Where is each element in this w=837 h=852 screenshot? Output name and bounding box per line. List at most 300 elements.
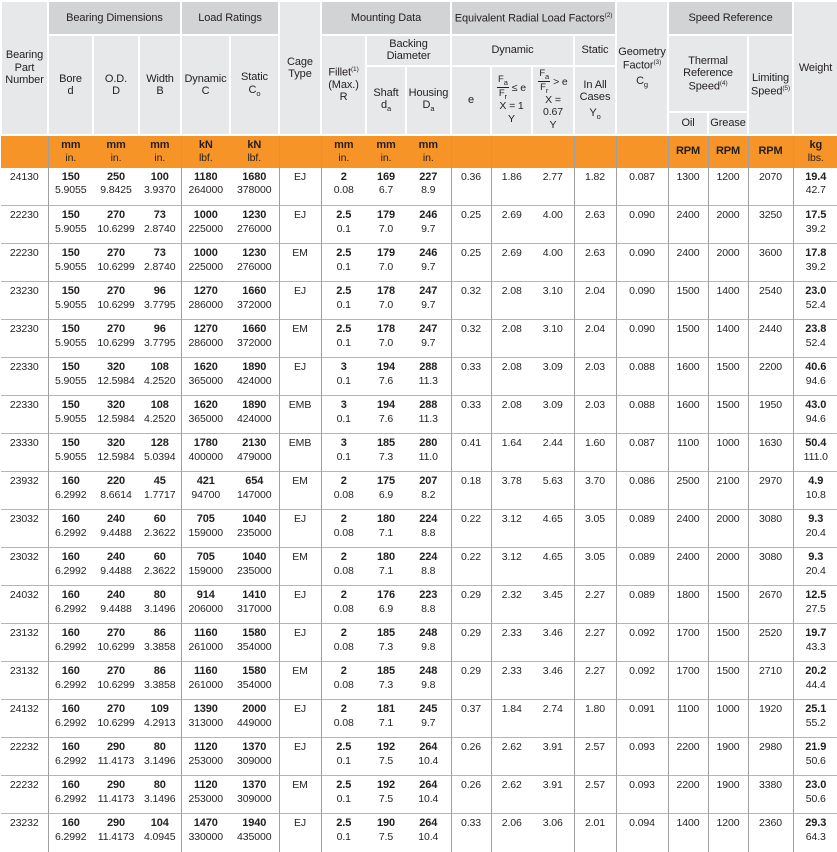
- cell-fillet: 3 0.1: [321, 358, 366, 396]
- cell-oil-speed: 2400: [668, 510, 708, 548]
- cell-oil-speed: 1300: [668, 168, 708, 206]
- cell-fillet: 2 0.08: [321, 662, 366, 700]
- cell-part-number: 23032: [1, 548, 48, 586]
- cell-grease-speed: 1500: [708, 624, 748, 662]
- table-body: [1, 168, 837, 852]
- cell-e-factor: 0.33: [451, 358, 491, 396]
- cell-width: 86 3.3858: [139, 624, 181, 662]
- cell-limiting-speed: 2520: [748, 624, 793, 662]
- cell-y-factor-gt: 4.65: [532, 510, 574, 548]
- cell-part-number: 22232: [1, 776, 48, 814]
- cell-y-factor-le: 1.86: [491, 168, 532, 206]
- cell-static-rating: 2130 479000: [230, 434, 279, 472]
- cell-geometry-factor: 0.089: [616, 586, 668, 624]
- cell-y0-factor: 3.70: [574, 472, 616, 510]
- col-header-cage-type: [279, 1, 321, 135]
- cell-od: 290 11.4173: [93, 814, 139, 852]
- cell-e-factor: 0.41: [451, 434, 491, 472]
- cell-fillet: 2 0.08: [321, 700, 366, 738]
- cell-y0-factor: 2.27: [574, 586, 616, 624]
- cell-grease-speed: 1200: [708, 168, 748, 206]
- units-od: mm in.: [93, 135, 139, 168]
- cell-shaft-backing: 169 6.7: [376, 170, 396, 197]
- cell-geometry-factor: 0.089: [616, 510, 668, 548]
- cell-od: 270 10.6299: [93, 320, 139, 358]
- cage-label-line1: Cage: [287, 55, 313, 68]
- cell-e-factor: 0.37: [451, 700, 491, 738]
- units-bore: mm in.: [48, 135, 93, 168]
- cell-weight: 4.9 10.8: [793, 472, 837, 510]
- cell-dynamic-rating: 421 94700: [181, 472, 230, 510]
- col-header-shaft-backing: Shaft $d_a$: [366, 66, 406, 135]
- cell-y-factor-gt: 4.00: [532, 244, 574, 282]
- col-header-limiting-speed: Limiting Speed$^{(5)}$: [748, 35, 793, 135]
- cell-width: 60 2.3622: [139, 510, 181, 548]
- cell-weight: 29.3 64.3: [793, 814, 837, 852]
- cell-bore: 160 6.2992: [48, 738, 93, 776]
- cell-od: 290 11.4173: [93, 776, 139, 814]
- table-header: [1, 1, 837, 168]
- table-row: [1, 662, 837, 700]
- cell-fillet: 2.5 0.1: [321, 776, 366, 814]
- cell-grease-speed: 2000: [708, 548, 748, 586]
- cell-od: 270 10.6299: [93, 662, 139, 700]
- table-row: [1, 358, 837, 396]
- cell-oil-speed: 1500: [668, 282, 708, 320]
- cell-oil-speed: 1800: [668, 586, 708, 624]
- cell-y0-factor: 2.03: [574, 396, 616, 434]
- cell-weight: 23.0 50.6: [793, 776, 837, 814]
- cell-dynamic-rating: 705 159000: [181, 510, 230, 548]
- cell-static-rating: 1040 235000: [230, 510, 279, 548]
- cell-housing-backing: 207 8.2: [406, 472, 451, 510]
- cell-limiting-speed: 3600: [748, 244, 793, 282]
- cell-grease-speed: 2100: [708, 472, 748, 510]
- cell-part-number: 22330: [1, 396, 48, 434]
- cell-e-factor: 0.29: [451, 662, 491, 700]
- cell-oil-speed: 1400: [668, 814, 708, 852]
- cell-width: 80 3.1496: [139, 586, 181, 624]
- units-y2: [532, 135, 574, 168]
- cell-y-factor-le: 2.08: [491, 320, 532, 358]
- cell-oil-speed: 1700: [668, 624, 708, 662]
- units-e: [451, 135, 491, 168]
- cell-od: 270 10.6299: [93, 206, 139, 244]
- group-header-equivalent-radial-load-factors: [451, 1, 616, 35]
- cell-y0-factor: 2.57: [574, 738, 616, 776]
- cell-limiting-speed: 2360: [748, 814, 793, 852]
- cell-e-factor: 0.32: [451, 282, 491, 320]
- cell-y-factor-gt: 3.91: [532, 776, 574, 814]
- cell-oil-speed: 2200: [668, 738, 708, 776]
- cell-bore: 160 6.2992: [48, 814, 93, 852]
- col-header-housing-backing: Housing $D_a$: [406, 66, 451, 135]
- cell-shaft-backing: 175 6.9: [366, 472, 406, 510]
- cell-shaft-backing: 194 7.6: [366, 358, 406, 396]
- geometry-label-line1: Geometry: [618, 46, 666, 59]
- cell-geometry-factor: 0.091: [616, 700, 668, 738]
- col-header-weight: Weight: [793, 1, 837, 135]
- cell-limiting-speed: 2200: [748, 358, 793, 396]
- cell-part-number: 23132: [1, 662, 48, 700]
- cell-y-factor-gt: 3.06: [532, 814, 574, 852]
- cell-dynamic-rating: 1270 286000: [181, 282, 230, 320]
- cell-width: 73 2.8740: [139, 244, 181, 282]
- units-row: [1, 135, 837, 168]
- cell-static-rating: 1890 424000: [230, 358, 279, 396]
- cell-limiting-speed: 1920: [748, 700, 793, 738]
- col-header-width: Width B: [139, 35, 181, 135]
- cell-oil-speed: 1100: [668, 434, 708, 472]
- units-width: mm in.: [139, 135, 181, 168]
- cell-y0-factor: 1.60: [574, 434, 616, 472]
- cell-housing-backing: 224 8.8: [406, 548, 451, 586]
- cell-width: 128 5.0394: [139, 434, 181, 472]
- cell-fillet: 2 0.08: [321, 472, 366, 510]
- cell-dynamic-rating: 1120 253000: [181, 738, 230, 776]
- cell-bore: 150 5.9055: [48, 358, 93, 396]
- cell-od: 270 10.6299: [93, 244, 139, 282]
- col-header-dynamic-rating: Dynamic C: [181, 35, 230, 135]
- cell-y-factor-gt: 4.00: [532, 206, 574, 244]
- table-row: [1, 624, 837, 662]
- cell-oil-speed: 2400: [668, 244, 708, 282]
- cell-width: 104 4.0945: [139, 814, 181, 852]
- units-geometry: [616, 135, 668, 168]
- cell-shaft-backing: 178 7.0: [366, 282, 406, 320]
- col-header-y-factor-le: $\frac{F_a}{F_r}$ ≤ e X = 1 Y: [491, 66, 532, 135]
- cell-y0-factor: 2.04: [574, 320, 616, 358]
- cell-cage-type: EJ: [279, 510, 321, 548]
- units-cage: [279, 135, 321, 168]
- cell-grease-speed: 1500: [708, 358, 748, 396]
- cell-housing-backing: 223 8.8: [406, 586, 451, 624]
- cell-y0-factor: 2.63: [574, 244, 616, 282]
- cell-grease-speed: 1900: [708, 738, 748, 776]
- cell-part-number: 23230: [1, 320, 48, 358]
- cell-shaft-backing: 185 7.3: [366, 662, 406, 700]
- cell-housing-backing: 280 11.0: [406, 434, 451, 472]
- cell-shaft-backing: 190 7.5: [366, 814, 406, 852]
- cell-cage-type: EM: [279, 548, 321, 586]
- cell-fillet: 2.5 0.1: [321, 320, 366, 358]
- cell-limiting-speed: 3250: [748, 206, 793, 244]
- cell-cage-type: EM: [279, 472, 321, 510]
- cell-y0-factor: 2.57: [574, 776, 616, 814]
- cell-width: 96 3.7795: [139, 282, 181, 320]
- cell-shaft-backing: 180 7.1: [366, 548, 406, 586]
- cell-y-factor-le: 2.08: [491, 396, 532, 434]
- cell-part-number: 24130: [9, 170, 39, 183]
- cell-y-factor-gt: 2.74: [532, 700, 574, 738]
- cage-label-line2: Type: [288, 67, 312, 80]
- cell-bore: 150 5.9055: [48, 206, 93, 244]
- cell-y-factor-le: 2.69: [491, 206, 532, 244]
- cell-part-number: 24132: [1, 700, 48, 738]
- cell-grease-speed: 1500: [708, 586, 748, 624]
- cell-static-rating: 2000 449000: [230, 700, 279, 738]
- cell-dynamic-rating: 705 159000: [181, 548, 230, 586]
- cell-width: 96 3.7795: [139, 320, 181, 358]
- cell-static-rating: 1410 317000: [230, 586, 279, 624]
- units-part: [1, 135, 48, 168]
- subgroup-header-row: [1, 35, 837, 66]
- cell-limiting-speed: 3380: [748, 776, 793, 814]
- cell-y-factor-gt: 2.44: [532, 434, 574, 472]
- cell-cage-type: EM: [279, 776, 321, 814]
- cell-static-rating: 1940 435000: [230, 814, 279, 852]
- cell-shaft-backing: 185 7.3: [366, 624, 406, 662]
- units-dynamic: kN lbf.: [181, 135, 230, 168]
- cell-static-rating: 1040 235000: [230, 548, 279, 586]
- cell-part-number: 23330: [1, 434, 48, 472]
- cell-od: 240 9.4488: [93, 586, 139, 624]
- cell-cage-type: EMB: [279, 396, 321, 434]
- units-shaft: mm in.: [366, 135, 406, 168]
- cell-grease-speed: 1900: [708, 776, 748, 814]
- cell-y-factor-le: 2.06: [491, 814, 532, 852]
- cell-bore: 160 6.2992: [48, 472, 93, 510]
- cell-width: 80 3.1496: [139, 738, 181, 776]
- cell-part-number: 22330: [1, 358, 48, 396]
- cell-width: 60 2.3622: [139, 548, 181, 586]
- cell-y0-factor: 2.01: [574, 814, 616, 852]
- cell-part-number: 23932: [1, 472, 48, 510]
- cell-y-factor-le: 2.62: [491, 738, 532, 776]
- col-header-oil: Oil: [668, 112, 708, 134]
- col-header-thermal-reference-speed: Thermal Reference Speed$^{(4)}$: [668, 35, 748, 112]
- cell-grease-speed: 1500: [708, 396, 748, 434]
- cell-limiting-speed: 2980: [748, 738, 793, 776]
- cell-width: 108 4.2520: [139, 358, 181, 396]
- cell-grease-speed: 1400: [708, 282, 748, 320]
- cell-static-rating: 1580 354000: [230, 662, 279, 700]
- cell-part-number: 23132: [1, 624, 48, 662]
- cell-housing-backing: 288 11.3: [406, 396, 451, 434]
- cell-bore: 160 6.2992: [48, 624, 93, 662]
- cell-fillet: 2.5 0.1: [321, 206, 366, 244]
- cell-y-factor-gt: 2.77: [542, 170, 563, 183]
- cell-dynamic-rating: 1620 365000: [181, 358, 230, 396]
- cell-od: 290 11.4173: [93, 738, 139, 776]
- cell-geometry-factor: 0.094: [616, 814, 668, 852]
- units-limiting: RPM: [748, 135, 793, 168]
- cell-limiting-speed: 2710: [748, 662, 793, 700]
- cell-grease-speed: 1000: [708, 700, 748, 738]
- cell-cage-type: EJ: [279, 700, 321, 738]
- cell-shaft-backing: 176 6.9: [366, 586, 406, 624]
- cell-e-factor: 0.29: [451, 586, 491, 624]
- cell-cage-type: EJ: [279, 282, 321, 320]
- cell-static-rating: 1370 309000: [230, 738, 279, 776]
- table-row: [1, 776, 837, 814]
- cell-housing-backing: 247 9.7: [406, 282, 451, 320]
- cell-part-number: 22230: [1, 206, 48, 244]
- group-header-row: [1, 1, 837, 35]
- group-header-bearing-dimensions: Bearing Dimensions: [48, 1, 181, 35]
- cell-shaft-backing: 185 7.3: [366, 434, 406, 472]
- cell-fillet: 2 0.08: [321, 548, 366, 586]
- table-row: [1, 700, 837, 738]
- cell-weight: 17.8 39.2: [793, 244, 837, 282]
- col-header-bore: Bore d: [48, 35, 93, 135]
- cell-geometry-factor: 0.090: [616, 320, 668, 358]
- cell-y-factor-le: 2.33: [491, 662, 532, 700]
- cell-weight: 23.0 52.4: [793, 282, 837, 320]
- cell-limiting-speed: 3080: [748, 510, 793, 548]
- cell-weight: 50.4 111.0: [793, 434, 837, 472]
- cell-limiting-speed: 2670: [748, 586, 793, 624]
- cell-dynamic-rating: 1270 286000: [181, 320, 230, 358]
- cell-cage-type: EJ: [279, 624, 321, 662]
- units-weight: kg lbs.: [793, 135, 837, 168]
- cell-cage-type: EJ: [279, 738, 321, 776]
- cell-y-factor-le: 1.84: [491, 700, 532, 738]
- cell-y0-factor: 2.27: [574, 662, 616, 700]
- cell-y-factor-le: 2.69: [491, 244, 532, 282]
- col-header-y0-factor: In All Cases $Y_o$: [574, 66, 616, 135]
- cell-e-factor: 0.29: [451, 624, 491, 662]
- cell-width: 73 2.8740: [139, 206, 181, 244]
- col-header-static-rating: Static $C_o$: [230, 35, 279, 135]
- cell-y-factor-le: 2.33: [491, 624, 532, 662]
- cell-fillet: 2.5 0.1: [321, 738, 366, 776]
- cell-weight: 21.9 50.6: [793, 738, 837, 776]
- cell-od: 270 10.6299: [93, 282, 139, 320]
- cell-fillet: 2 0.08: [321, 586, 366, 624]
- cell-y0-factor: 2.27: [574, 624, 616, 662]
- cell-y-factor-gt: 3.46: [532, 624, 574, 662]
- col-header-fillet: Fillet$^{(1)}$ (Max.) R: [321, 35, 366, 135]
- cell-geometry-factor: 0.088: [616, 396, 668, 434]
- units-grease: RPM: [708, 135, 748, 168]
- table-row: [1, 472, 837, 510]
- fa-fr-fraction: $\frac{F_a}{F_r}$: [498, 73, 508, 101]
- cell-width: 80 3.1496: [139, 776, 181, 814]
- table-row: [1, 396, 837, 434]
- cell-weight: 12.5 27.5: [793, 586, 837, 624]
- cell-cage-type: EJ: [279, 586, 321, 624]
- cell-y-factor-le: 2.62: [491, 776, 532, 814]
- cell-dynamic-rating: 1160 261000: [181, 624, 230, 662]
- geometry-label-line2: Factor$^{(3)}$: [622, 58, 662, 72]
- cell-weight: 43.0 94.6: [793, 396, 837, 434]
- cell-housing-backing: 248 9.8: [406, 624, 451, 662]
- cell-geometry-factor: 0.090: [616, 244, 668, 282]
- cell-limiting-speed: 2970: [748, 472, 793, 510]
- cell-y-factor-le: 1.64: [491, 434, 532, 472]
- cell-od: 320 12.5984: [93, 396, 139, 434]
- cell-y-factor-le: 3.12: [491, 510, 532, 548]
- cell-y0-factor: 1.82: [574, 168, 616, 206]
- cell-weight: 40.6 94.6: [793, 358, 837, 396]
- cell-y0-factor: 2.63: [574, 206, 616, 244]
- cell-y-factor-gt: 5.63: [532, 472, 574, 510]
- cell-dynamic-rating: 1160 261000: [181, 662, 230, 700]
- cell-od: 250 9.8425: [100, 170, 132, 197]
- cell-part-number: 22230: [1, 244, 48, 282]
- cell-housing-backing: 245 9.7: [406, 700, 451, 738]
- cell-y-factor-le: 3.12: [491, 548, 532, 586]
- cell-od: 320 12.5984: [93, 434, 139, 472]
- table-row: [1, 206, 837, 244]
- cell-cage-type: EJ: [279, 814, 321, 852]
- cell-width: 100 3.9370: [143, 170, 176, 197]
- cell-cage-type: EJ: [279, 206, 321, 244]
- cell-cage-type: EM: [279, 320, 321, 358]
- cell-fillet: 2 0.08: [321, 624, 366, 662]
- col-header-geometry-factor: [616, 1, 668, 135]
- cell-cage-type: EJ: [279, 168, 321, 206]
- units-oil: RPM: [668, 135, 708, 168]
- cell-static-rating: 1580 354000: [230, 624, 279, 662]
- cell-housing-backing: 288 11.3: [406, 358, 451, 396]
- cell-static-rating: 1230 276000: [230, 244, 279, 282]
- cell-geometry-factor: 0.093: [616, 738, 668, 776]
- cell-grease-speed: 1200: [708, 814, 748, 852]
- cell-part-number: 23230: [1, 282, 48, 320]
- cell-oil-speed: 2400: [668, 206, 708, 244]
- cell-shaft-backing: 192 7.5: [366, 738, 406, 776]
- cell-part-number: 23232: [1, 814, 48, 852]
- cell-housing-backing: 246 9.7: [406, 244, 451, 282]
- cell-static-rating: 654 147000: [230, 472, 279, 510]
- table-row: [1, 510, 837, 548]
- col-header-e-factor: e: [451, 66, 491, 135]
- cell-geometry-factor: 0.089: [616, 548, 668, 586]
- cell-oil-speed: 2500: [668, 472, 708, 510]
- cell-fillet: 2.5 0.1: [321, 814, 366, 852]
- cell-y0-factor: 2.04: [574, 282, 616, 320]
- table-row: [1, 434, 837, 472]
- cell-dynamic-rating: 1000 225000: [181, 244, 230, 282]
- cell-y-factor-gt: 3.10: [532, 282, 574, 320]
- cell-bore: 160 6.2992: [48, 548, 93, 586]
- units-y1: [491, 135, 532, 168]
- cell-y-factor-gt: 3.09: [532, 396, 574, 434]
- cell-part-number: 24032: [1, 586, 48, 624]
- cell-housing-backing: 224 8.8: [406, 510, 451, 548]
- cell-weight: 19.4 42.7: [793, 168, 837, 206]
- cell-static-rating: 1680 378000: [237, 170, 272, 197]
- cell-cage-type: EM: [279, 244, 321, 282]
- cell-geometry-factor: 0.090: [616, 206, 668, 244]
- cell-y0-factor: 1.80: [574, 700, 616, 738]
- cell-dynamic-rating: 1390 313000: [181, 700, 230, 738]
- cell-dynamic-rating: 1780 400000: [181, 434, 230, 472]
- cell-width: 45 1.7717: [139, 472, 181, 510]
- cell-weight: 9.3 20.4: [793, 548, 837, 586]
- cell-bore: 150 5.9055: [48, 434, 93, 472]
- group-header-mounting-data: Mounting Data: [321, 1, 451, 35]
- cell-cage-type: EJ: [279, 358, 321, 396]
- cell-y-factor-gt: 4.65: [532, 548, 574, 586]
- cell-oil-speed: 1600: [668, 396, 708, 434]
- cell-housing-backing: 264 10.4: [406, 814, 451, 852]
- cell-od: 240 9.4488: [93, 548, 139, 586]
- cell-static-rating: 1370 309000: [230, 776, 279, 814]
- cell-y-factor-gt: 3.91: [532, 738, 574, 776]
- cell-limiting-speed: 1630: [748, 434, 793, 472]
- cell-width: 109 4.2913: [139, 700, 181, 738]
- table-row: [1, 738, 837, 776]
- cell-dynamic-rating: 1120 253000: [181, 776, 230, 814]
- cell-e-factor: 0.26: [451, 738, 491, 776]
- cell-housing-backing: 264 10.4: [406, 776, 451, 814]
- units-y0: [574, 135, 616, 168]
- cell-limiting-speed: 1950: [748, 396, 793, 434]
- cell-e-factor: 0.25: [451, 244, 491, 282]
